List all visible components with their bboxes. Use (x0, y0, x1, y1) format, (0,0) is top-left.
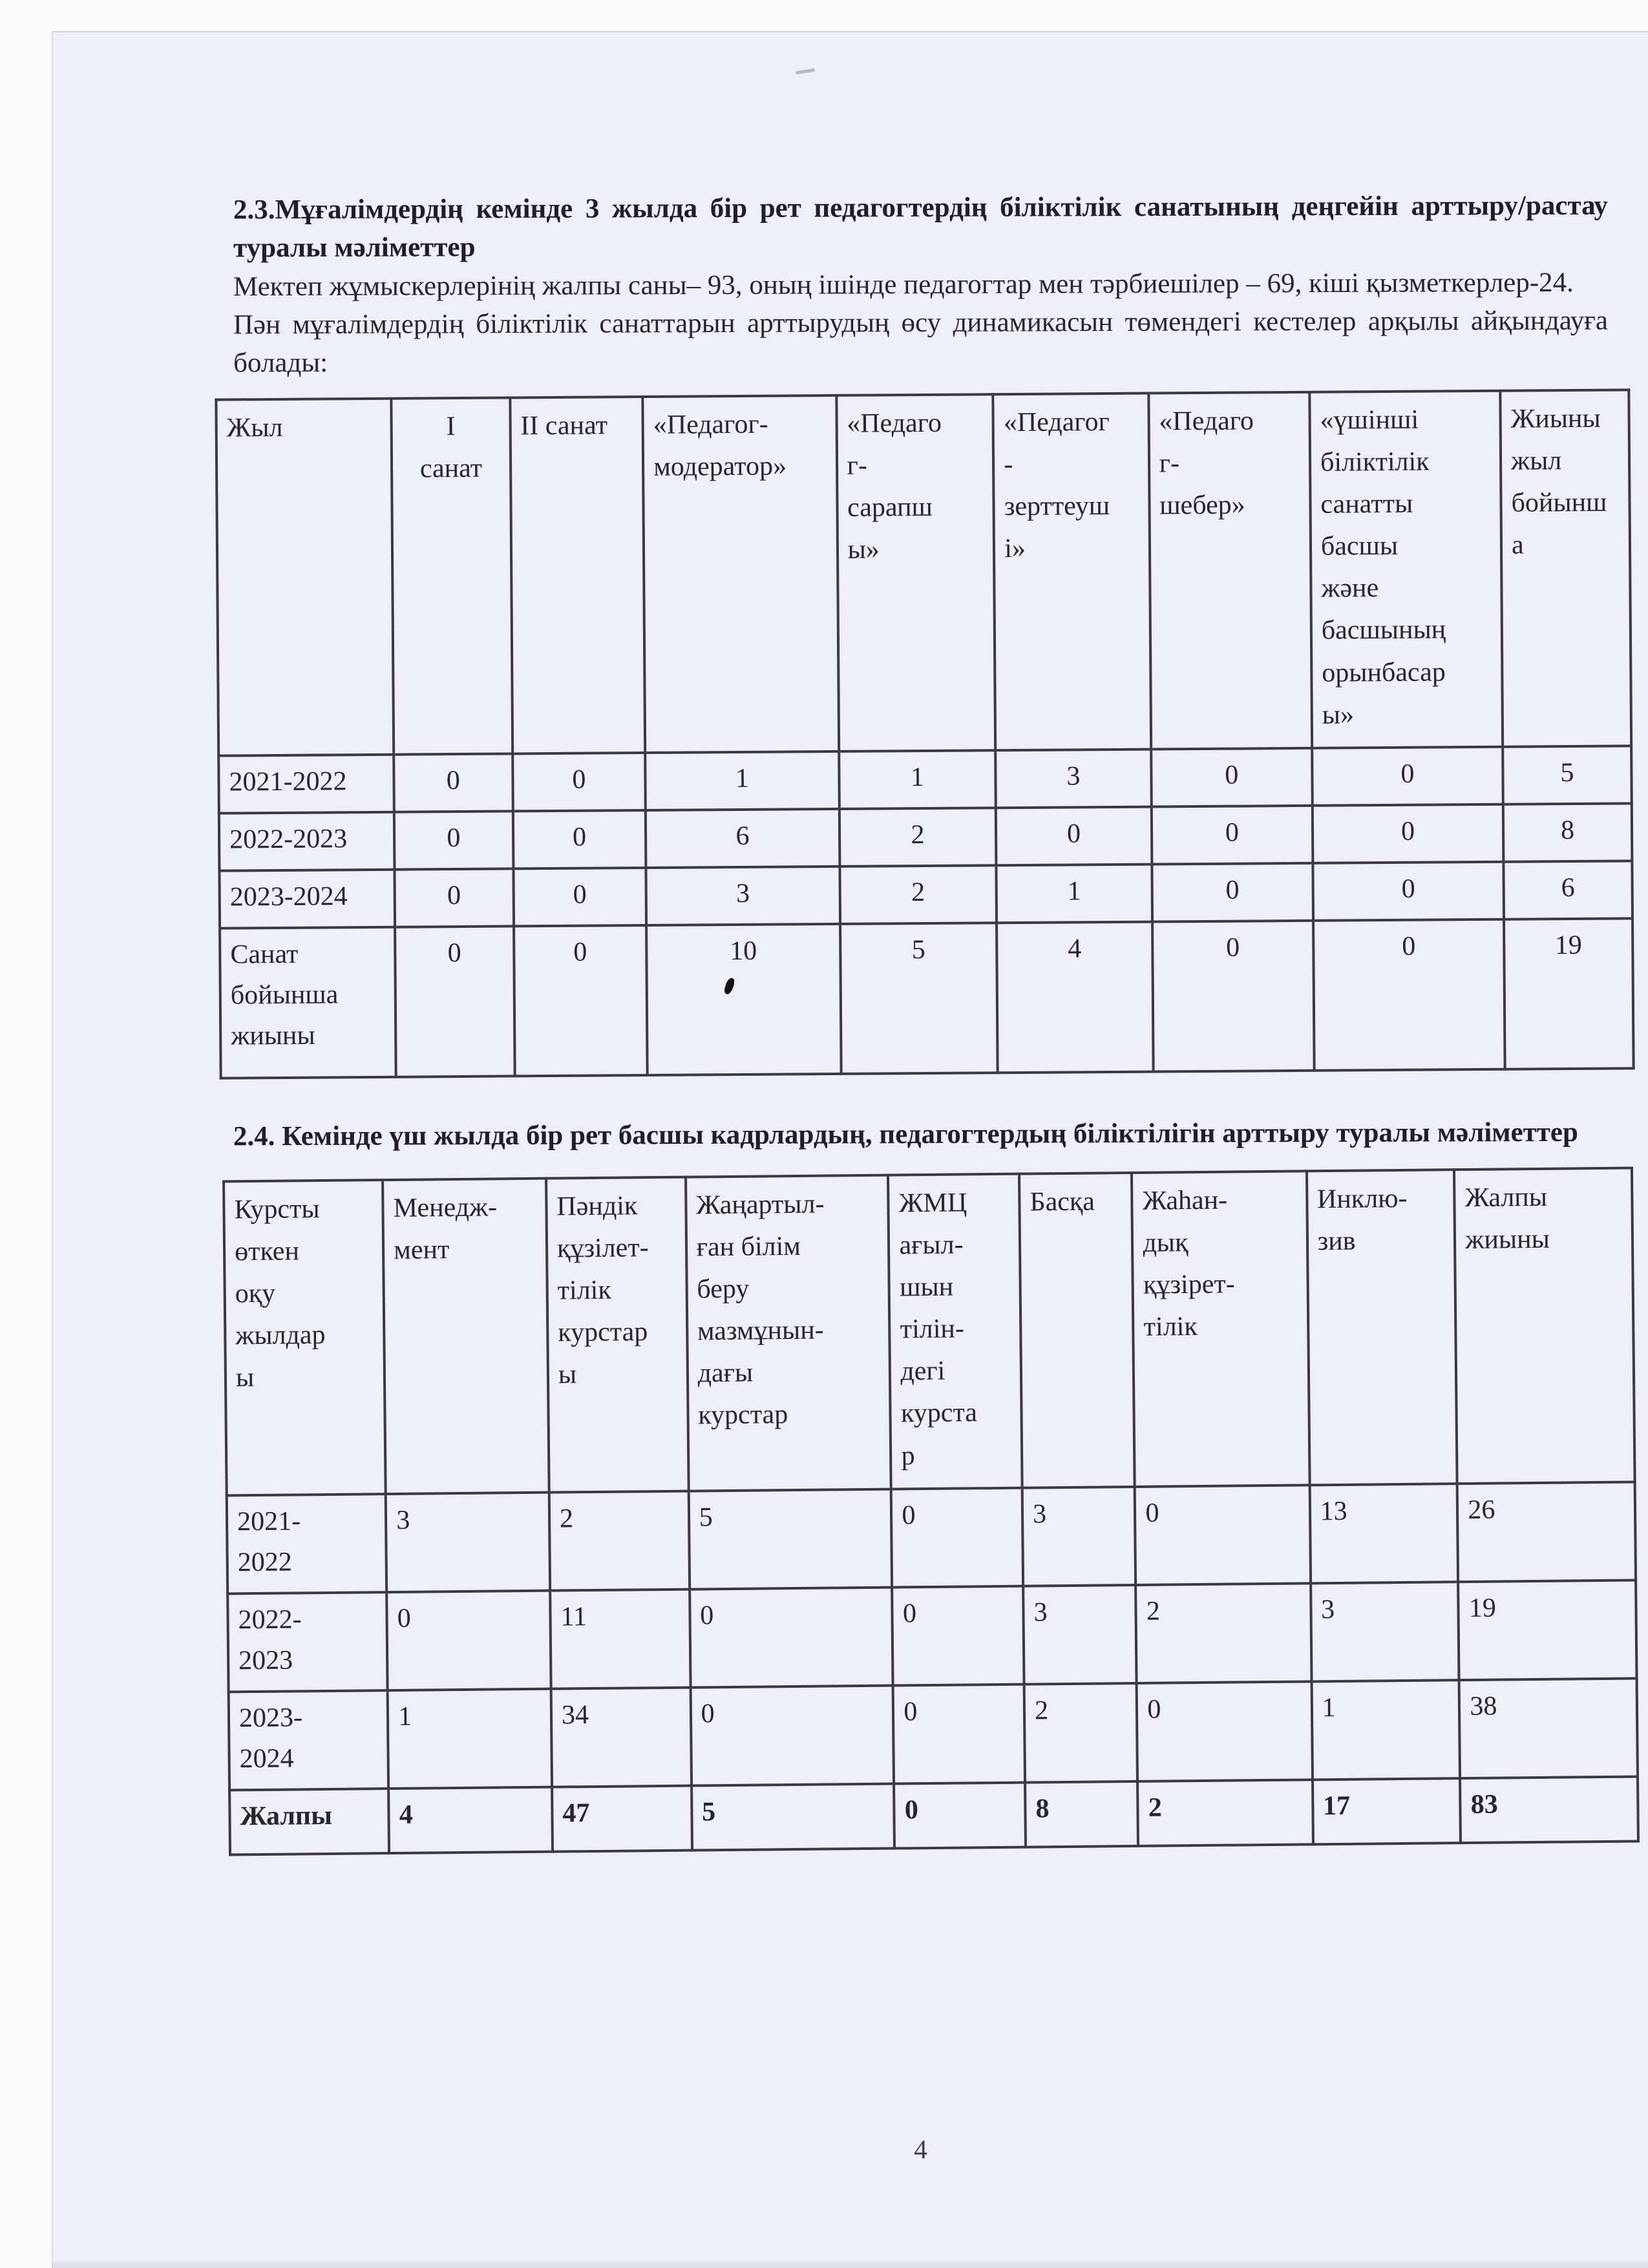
value-cell: 0 (386, 1590, 551, 1690)
value-cell: 13 (1309, 1484, 1458, 1583)
value-cell: 2 (1024, 1683, 1138, 1782)
value-cell: 0 (394, 753, 512, 812)
value-cell: 19 (1458, 1580, 1636, 1680)
value-cell: 0 (1312, 746, 1503, 805)
table-row (229, 1678, 1638, 1790)
value-cell: 0 (891, 1487, 1023, 1587)
year-cell: 2021- 2022 (227, 1493, 387, 1593)
scan-bottom-edge (52, 2258, 1648, 2268)
value-cell (646, 923, 841, 1075)
value-cell: 2 (1136, 1583, 1312, 1683)
value-cell: 3 (1311, 1582, 1459, 1681)
header-cell-third-category-head: «үшінші біліктілік санатты басшы және басшының орынбасар ы» (1309, 390, 1503, 748)
value-cell: 19 (1504, 918, 1634, 1069)
value-cell: 5 (840, 923, 998, 1074)
value-cell: 5 (688, 1489, 892, 1589)
value-cell: 4 (388, 1787, 553, 1853)
value-cell: 6 (646, 808, 840, 867)
value-cell: 3 (646, 866, 840, 925)
year-cell: 2023-2024 (219, 869, 395, 928)
value-cell: 0 (1137, 1681, 1313, 1781)
page-number: 4 (914, 2134, 927, 2164)
paper-background (52, 31, 1648, 2268)
paragraph-dynamics-intro: Пән мұғалімдердің біліктілік санаттарын арттырудың өсу динамикасын төмендегі кестелер арқылы айқындауға болады: (233, 305, 1608, 379)
value-cell: 0 (514, 925, 648, 1075)
header-cell-inclusive: Инклю- зив (1307, 1170, 1457, 1485)
value-cell: 1 (645, 751, 839, 810)
value-cell: 1 (388, 1688, 552, 1788)
value-cell: 3 (1022, 1486, 1136, 1586)
header-cell-management: Менедж- мент (383, 1178, 549, 1493)
value-cell: 1 (1311, 1680, 1460, 1780)
category-total-label-cell: Санат бойынша жиыны (220, 927, 396, 1078)
value-cell: 1 (997, 864, 1152, 923)
table-header-row (216, 390, 1631, 755)
value-cell: 2 (1137, 1780, 1313, 1846)
header-cell-category-2: II санат (510, 397, 645, 753)
table-row (219, 861, 1632, 928)
header-cell-pedagog-moderator: «Педагог- модератор» (642, 395, 838, 753)
value-cell: 34 (551, 1687, 692, 1787)
table-total-row (220, 918, 1634, 1078)
year-cell: 2023- 2024 (229, 1690, 389, 1789)
value-cell: 11 (550, 1589, 690, 1688)
header-cell-subject-competence: Пәндік құзілет- тілік курстар ы (546, 1177, 688, 1492)
value-cell: 0 (893, 1586, 1024, 1685)
value-cell: 0 (1152, 863, 1313, 921)
value-cell: 0 (1313, 919, 1505, 1070)
section-2-4-heading: 2.4. Кемінде үш жылда бір рет басшы кадрлардың, педагогтердың біліктілігін арттыру туралы мәліметтер (233, 1117, 1578, 1152)
course-training-table (222, 1166, 1640, 1856)
value-cell: 2 (839, 808, 996, 866)
value-cell: 0 (1152, 920, 1315, 1071)
value-cell: 26 (1457, 1482, 1636, 1582)
value-cell: 0 (1151, 748, 1313, 806)
value-cell: 0 (996, 806, 1152, 865)
header-cell-zhmc-english: ЖМЦ ағыл- шын тілін- дегі курста р (888, 1173, 1022, 1489)
value-cell: 3 (995, 749, 1151, 808)
table-row (219, 803, 1632, 870)
qualification-categories-table (215, 388, 1634, 1079)
header-cell-year: Жыл (216, 398, 394, 755)
value-cell: 0 (394, 811, 513, 869)
header-cell-pedagog-sarapshy: «Педаго г- сарапш ы» (836, 394, 995, 751)
value-cell: 0 (395, 868, 514, 927)
value-cell: 8 (1503, 803, 1632, 861)
header-cell-year-total: Жиыны жыл бойынш а (1500, 390, 1631, 746)
header-cell-pedagog-sheber: «Педаго г- шебер» (1148, 392, 1312, 748)
table-row (227, 1580, 1636, 1692)
paragraph-staff-count: Мектеп жұмыскерлерінің жалпы саны– 93, оның ішінде педагогтар мен тәрбиешілер – 69, кіші қызметкерлер-24. (233, 267, 1574, 302)
header-cell-other: Басқа (1019, 1173, 1135, 1487)
header-cell-global-competence: Жаһан- дық құзірет- тілік (1132, 1171, 1309, 1486)
value-cell: 8 (1025, 1781, 1138, 1847)
value-cell: 3 (1023, 1584, 1137, 1684)
value-cell: 83 (1460, 1776, 1638, 1843)
year-cell: 2022-2023 (219, 812, 395, 870)
year-cell: 2021-2022 (218, 754, 394, 813)
grand-total-label-cell: Жалпы (229, 1788, 389, 1854)
value-cell: 0 (893, 1684, 1025, 1783)
table-total-row (229, 1776, 1638, 1854)
header-cell-grand-total: Жалпы жиыны (1454, 1168, 1634, 1483)
value-cell: 5 (1503, 746, 1632, 804)
table-header-row (224, 1168, 1635, 1495)
header-cell-course-years: Курсты өткен оқу жылдар ы (224, 1180, 386, 1495)
value-cell: 0 (690, 1587, 893, 1687)
value-cell: 5 (692, 1783, 895, 1850)
section-2-3-heading: 2.3.Мұғалімдердің кемінде 3 жылда бір рет педагогтердің біліктілік санатының деңгейін арттыру/растау туралы мәліметтер (233, 190, 1608, 264)
value-cell: 2 (840, 865, 997, 924)
year-cell: 2022- 2023 (227, 1591, 388, 1691)
value-cell: 38 (1459, 1678, 1638, 1778)
value-cell: 47 (552, 1785, 692, 1851)
value-cell: 2 (549, 1491, 690, 1590)
header-cell-pedagog-zertteushi: «Педагог - зерттеуш і» (993, 393, 1151, 750)
value-cell: 0 (690, 1685, 894, 1785)
ink-blot (723, 976, 735, 994)
value-cell-text: 10 (730, 936, 757, 966)
value-cell: 0 (512, 810, 646, 868)
value-cell: 0 (1313, 804, 1504, 863)
header-cell-updated-content: Жаңартыл- ған білім беру мазмұнын- дағы курстар (686, 1175, 891, 1491)
table-row (218, 746, 1632, 813)
value-cell: 0 (1313, 861, 1504, 920)
value-cell: 0 (1135, 1485, 1311, 1585)
value-cell: 0 (894, 1782, 1026, 1848)
value-cell: 4 (997, 921, 1153, 1073)
page-content (52, 32, 1648, 2268)
value-cell: 3 (386, 1492, 550, 1591)
value-cell: 6 (1503, 861, 1632, 919)
value-cell: 0 (1151, 805, 1313, 864)
value-cell: 0 (512, 752, 646, 810)
table-row (227, 1482, 1636, 1593)
value-cell: 1 (839, 750, 996, 809)
value-cell: 17 (1313, 1778, 1461, 1844)
header-cell-category-1: I санат (391, 397, 512, 754)
value-cell: 0 (513, 867, 646, 925)
value-cell: 0 (395, 926, 514, 1076)
